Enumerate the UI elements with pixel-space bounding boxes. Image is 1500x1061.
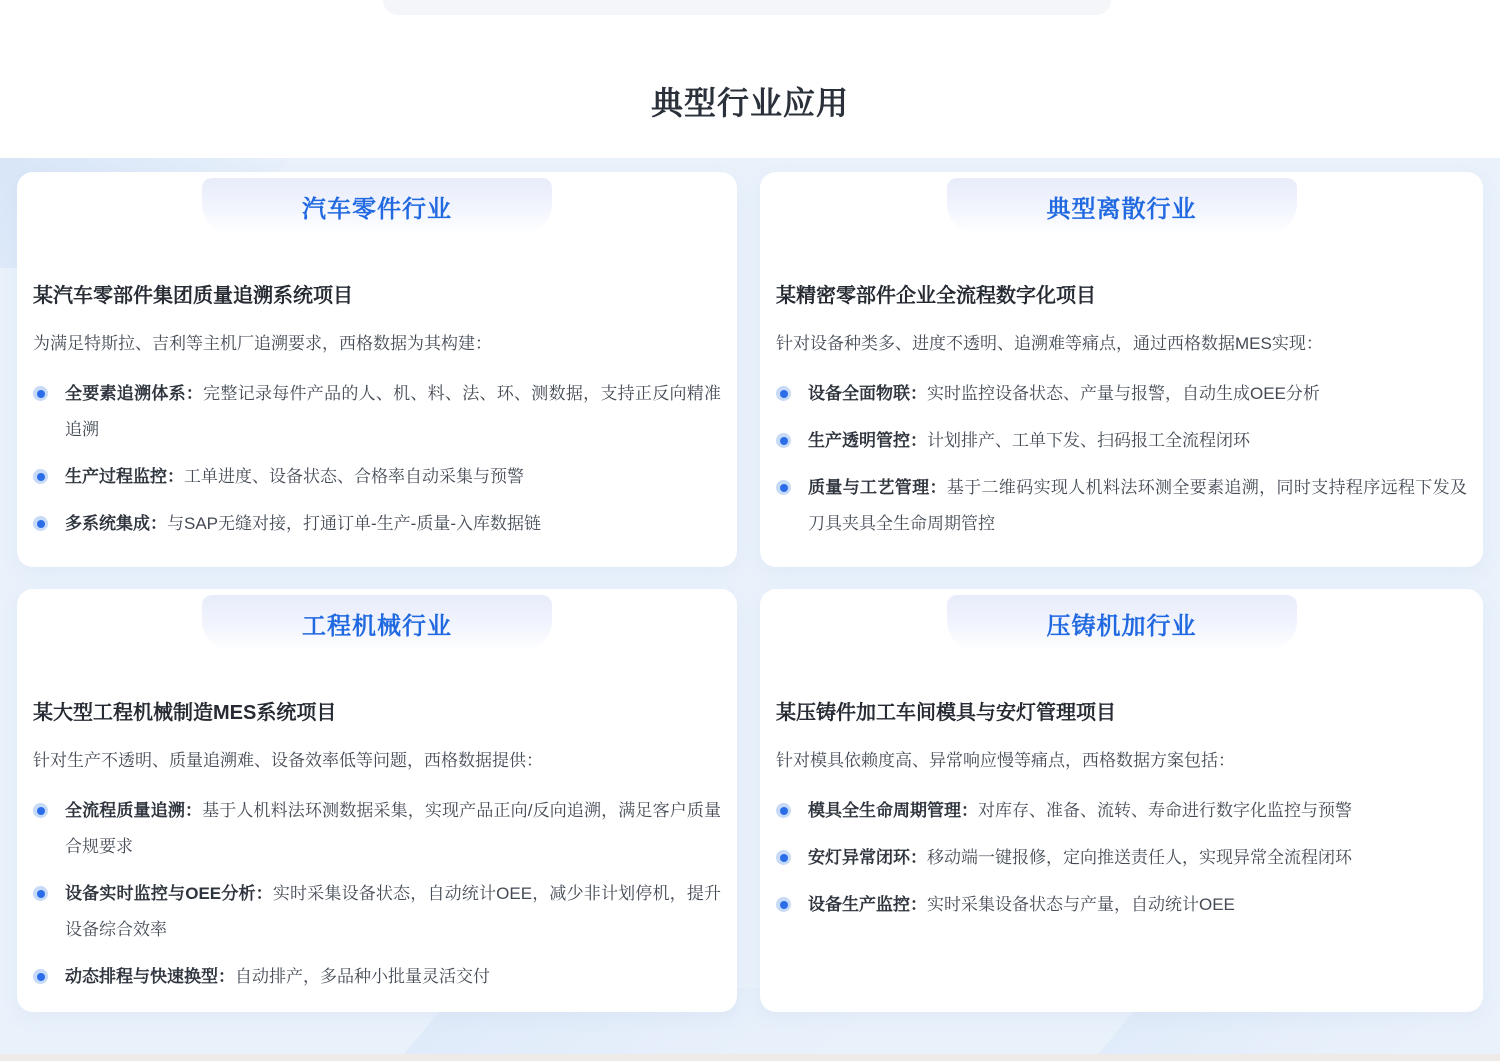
card-tag: 工程机械行业: [302, 612, 452, 640]
industry-card-discrete: [760, 172, 1483, 567]
bullet-item: [33, 959, 721, 995]
bullet-dot-icon: [776, 803, 791, 818]
bullet-item: [776, 887, 1467, 923]
bullet-label: 动态排程与快速换型：: [65, 967, 235, 986]
bullet-text: [808, 423, 1467, 459]
bullet-label: 生产过程监控：: [65, 467, 184, 486]
bullet-body: 基于二维码实现人机料法环测全要素追溯，同时支持程序远程下发及刀具夹具全生命周期管控: [808, 478, 1468, 533]
card-heading: 某大型工程机械制造MES系统项目: [33, 702, 337, 724]
bullet-dot-icon: [33, 386, 48, 401]
bullet-item: [33, 506, 721, 542]
bullet-body: 实时采集设备状态，自动统计OEE，减少非计划停机，提升设备综合效率: [65, 884, 722, 939]
bullet-label: 设备实时监控与OEE分析：: [65, 884, 273, 903]
bullet-dot-icon: [33, 886, 48, 901]
card-tag: 汽车零件行业: [302, 195, 452, 223]
bullet-text: [808, 793, 1467, 829]
page-title: 典型行业应用: [650, 85, 849, 121]
industry-card-auto-parts: [17, 172, 737, 567]
bullet-item: [776, 470, 1467, 542]
bullet-body: 移动端一键报修，定向推送责任人，实现异常全流程闭环: [927, 848, 1352, 867]
bullet-text: [65, 506, 721, 542]
bullet-body: 自动排产，多品种小批量灵活交付: [235, 967, 490, 986]
industry-card-machinery: [17, 589, 737, 1012]
bullet-body: 对库存、准备、流转、寿命进行数字化监控与预警: [978, 801, 1352, 820]
bullet-text: [65, 876, 721, 948]
bullet-label: 质量与工艺管理：: [808, 478, 947, 497]
bullet-text: [65, 793, 721, 865]
card-tag-pill: [202, 595, 552, 651]
bullet-label: 全要素追溯体系：: [65, 384, 204, 403]
bullet-dot-icon: [776, 850, 791, 865]
bullet-label: 模具全生命周期管理：: [808, 801, 978, 820]
bullet-text: [808, 376, 1467, 412]
card-heading: 某压铸件加工车间模具与安灯管理项目: [776, 702, 1116, 724]
bullet-item: [33, 793, 721, 865]
bullet-list: [33, 376, 721, 542]
bullet-body: 工单进度、设备状态、合格率自动采集与预警: [184, 467, 524, 486]
bullet-body: 实时监控设备状态、产量与报警，自动生成OEE分析: [927, 384, 1320, 403]
bullet-dot-icon: [33, 803, 48, 818]
bullet-dot-icon: [776, 897, 791, 912]
bullet-body: 实时采集设备状态与产量，自动统计OEE: [927, 895, 1235, 914]
bullet-item: [33, 376, 721, 448]
bullet-text: [808, 840, 1467, 876]
bullet-text: [65, 459, 721, 495]
card-tag-pill: [947, 595, 1297, 651]
bullet-body: 与SAP无缝对接，打通订单-生产-质量-入库数据链: [167, 514, 541, 533]
bullet-dot-icon: [776, 433, 791, 448]
bullet-item: [776, 423, 1467, 459]
bullet-body: 基于人机料法环测数据采集，实现产品正向/反向追溯，满足客户质量合规要求: [65, 801, 721, 856]
bottom-section-strip: [0, 1054, 1500, 1061]
card-tag: 典型离散行业: [1046, 195, 1197, 223]
bullet-list: [776, 376, 1467, 542]
bullet-item: [776, 840, 1467, 876]
bullet-body: 完整记录每件产品的人、机、料、法、环、测数据，支持正反向精准追溯: [65, 384, 722, 439]
bullet-item: [776, 793, 1467, 829]
card-intro: 针对生产不透明、质量追溯难、设备效率低等问题，西格数据提供：: [33, 751, 543, 770]
card-tag-pill: [202, 178, 552, 234]
top-decorative-shape: [383, 0, 1111, 15]
bullet-label: 设备全面物联：: [808, 384, 927, 403]
bullet-dot-icon: [33, 469, 48, 484]
bullet-dot-icon: [33, 516, 48, 531]
card-tag: 压铸机加行业: [1046, 612, 1197, 640]
bullet-label: 全流程质量追溯：: [65, 801, 203, 820]
bullet-list: [33, 793, 721, 995]
bullet-label: 设备生产监控：: [808, 895, 927, 914]
industry-card-die-casting: [760, 589, 1483, 1012]
card-intro: 针对设备种类多、进度不透明、追溯难等痛点，通过西格数据MES实现：: [776, 334, 1323, 353]
card-intro: 为满足特斯拉、吉利等主机厂追溯要求，西格数据为其构建：: [33, 334, 492, 353]
card-intro: 针对模具依赖度高、异常响应慢等痛点，西格数据方案包括：: [776, 751, 1235, 770]
bullet-item: [776, 376, 1467, 412]
bullet-text: [65, 376, 721, 448]
bullet-text: [808, 887, 1467, 923]
bullet-list: [776, 793, 1467, 923]
card-heading: 某精密零部件企业全流程数字化项目: [776, 285, 1096, 307]
bullet-text: [808, 470, 1467, 542]
bullet-label: 安灯异常闭环：: [808, 848, 927, 867]
bullet-label: 生产透明管控：: [808, 431, 927, 450]
bullet-item: [33, 459, 721, 495]
bullet-text: [65, 959, 721, 995]
card-tag-pill: [947, 178, 1297, 234]
bullet-dot-icon: [776, 480, 791, 495]
card-heading: 某汽车零部件集团质量追溯系统项目: [33, 285, 353, 307]
bullet-dot-icon: [776, 386, 791, 401]
bullet-item: [33, 876, 721, 948]
bullet-body: 计划排产、工单下发、扫码报工全流程闭环: [927, 431, 1250, 450]
bullet-dot-icon: [33, 969, 48, 984]
bullet-label: 多系统集成：: [65, 514, 167, 533]
